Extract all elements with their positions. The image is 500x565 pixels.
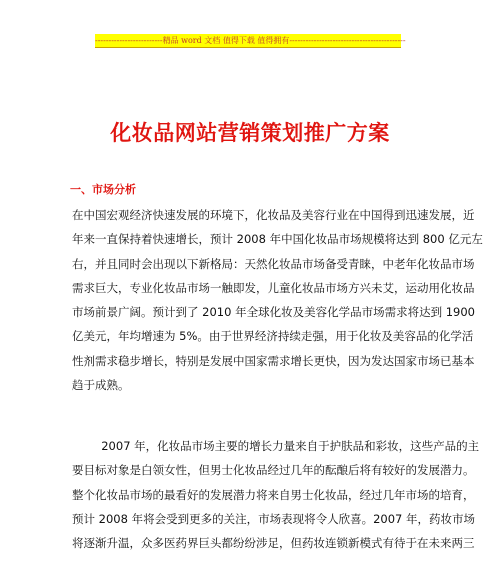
paragraph-line: 趋于成熟。 bbox=[72, 378, 130, 393]
paragraph-line: 要目标对象是白领女性，但男士化妆品经过几年的酝酿后将有较好的发展潜力。 bbox=[72, 463, 475, 478]
paragraph-line: 2007 年，化妆品市场主要的增长力量来自于护肤品和彩妆，这些产品的主 bbox=[72, 439, 480, 453]
paragraph-line: 右，并且同时会出现以下新格局：天然化妆品市场备受青睐，中老年化妆品市场 bbox=[72, 256, 475, 271]
paragraph-line: 市场前景广阔。预计到了 2010 年全球化妆及美容化学品市场需求将达到 1900 bbox=[72, 305, 475, 320]
body-paragraph-1 bbox=[72, 203, 483, 397]
section-heading-market-analysis: 一、市场分析 bbox=[70, 183, 136, 196]
paragraph-line: 性剂需求稳步增长，特别是发展中国家需求增长更快，因为发达国家市场已基本 bbox=[72, 353, 475, 368]
paragraph-line: 年来一直保持着快速增长，预计 2008 年中国化妆品市场规模将达到 800 亿元左 bbox=[72, 232, 483, 247]
paragraph-line: 在中国宏观经济快速发展的环境下，化妆品及美容行业在中国得到迅速发展，近 bbox=[72, 208, 475, 222]
document-header-banner: -------------------------精品 word 文档 值得下载 值得拥有------------------------------------------- bbox=[95, 34, 401, 48]
document-title: 化妆品网站营销策划推广方案 bbox=[110, 121, 390, 145]
paragraph-line: 亿美元，年均增速为 5%。由于世界经济持续走强，用于化妆及美容品的化学活 bbox=[72, 329, 474, 344]
body-paragraph-2 bbox=[72, 434, 480, 555]
paragraph-line: 需求巨大，专业化妆品市场一触即发，儿童化妆品市场方兴未艾，运动用化妆品 bbox=[72, 280, 475, 295]
paragraph-line: 预计 2008 年将会受到更多的关注，市场表现将令人欣喜。2007 年，药妆市场 bbox=[72, 511, 475, 526]
paragraph-line: 将逐渐升温，众多医药界巨头都纷纷涉足，但药妆连锁新模式有待于在未来两三 bbox=[72, 536, 475, 551]
paragraph-line: 整个化妆品市场的最看好的发展潜力将来自男士化妆品，经过几年市场的培育， bbox=[72, 487, 475, 502]
